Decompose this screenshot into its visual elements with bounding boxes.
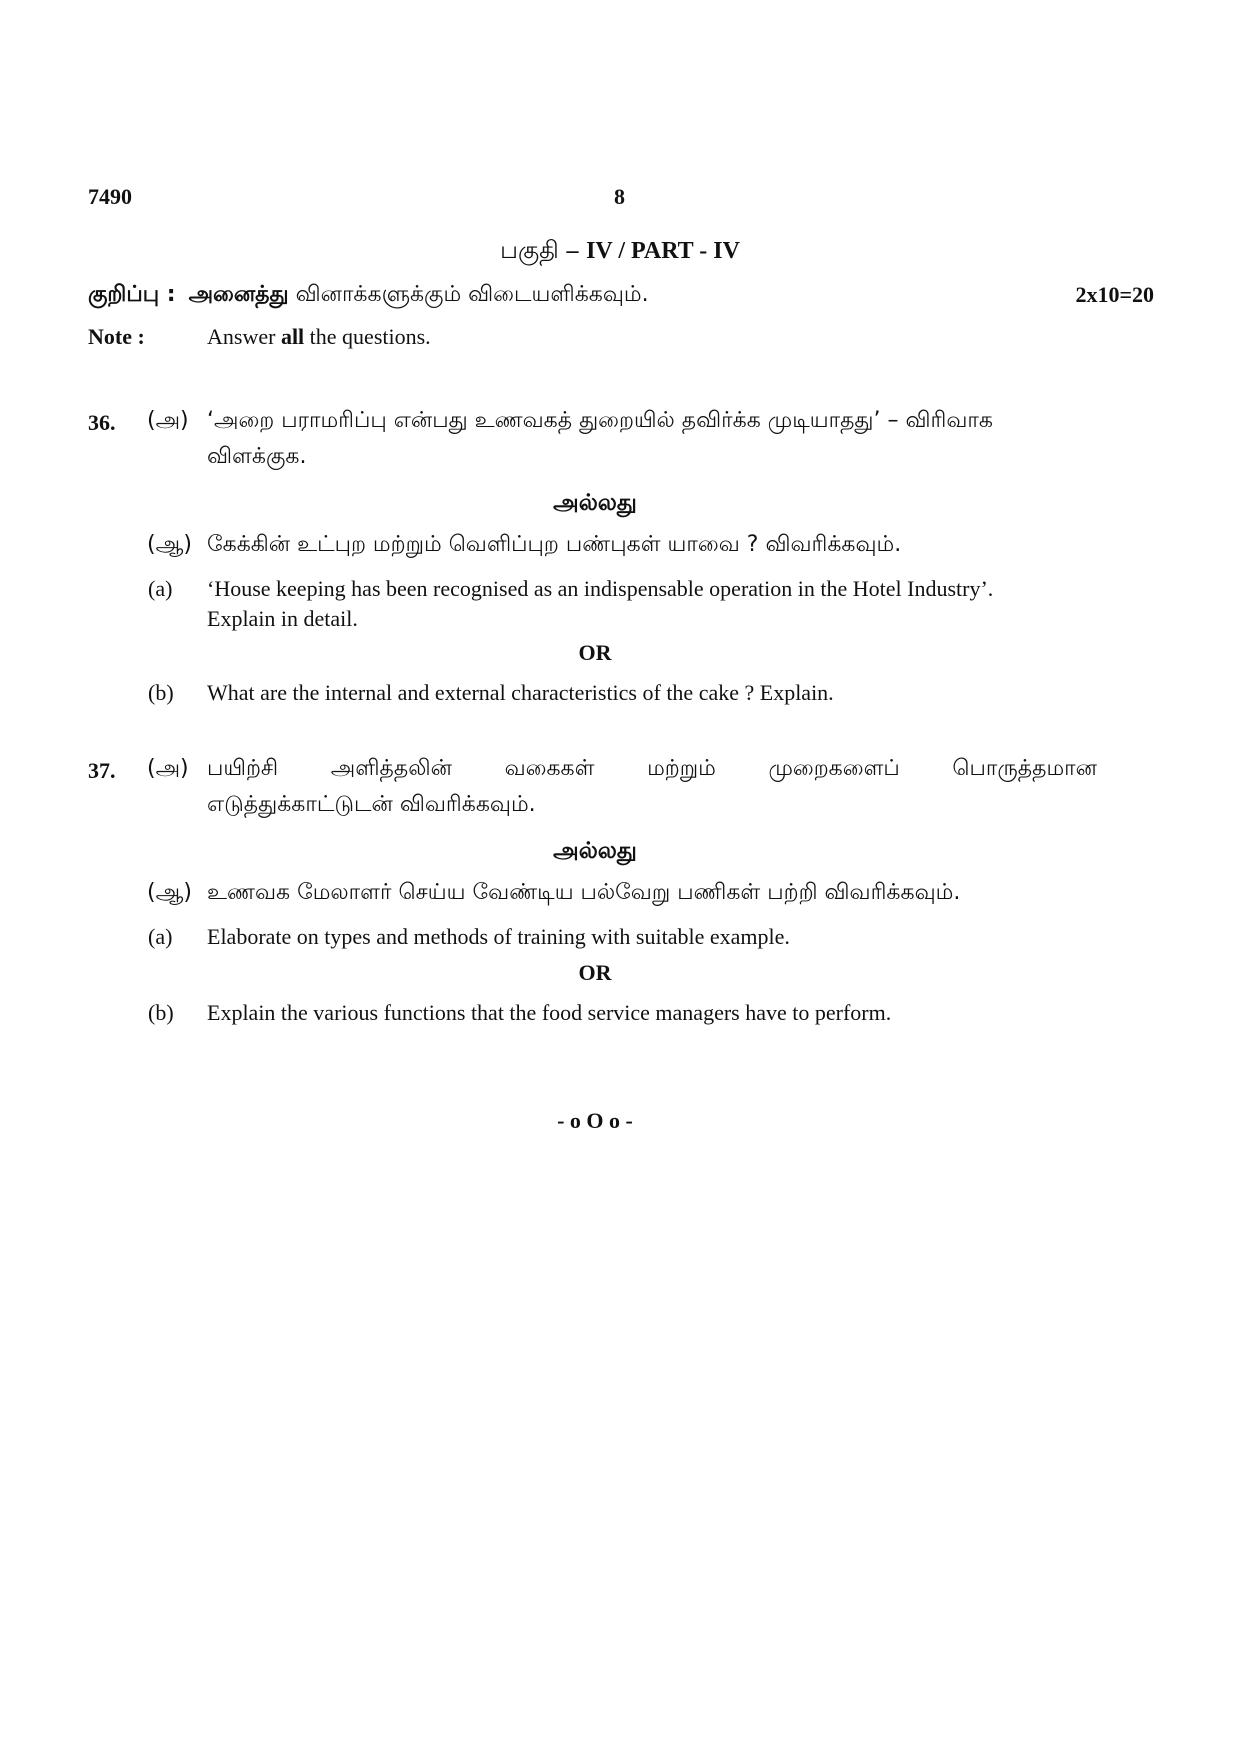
q36-english-b-line1: What are the internal and external characteristics of the cake ? Explain. — [207, 680, 834, 705]
q36-tamil-a-line2: விளக்குக. — [207, 444, 307, 469]
note-english — [207, 324, 431, 350]
q37-english-a-line1: Elaborate on types and methods of training with suitable example. — [207, 924, 790, 949]
question-number-37: 37. — [88, 758, 116, 783]
part-title — [0, 236, 1240, 267]
q36-tamil-a-label: (அ) — [147, 408, 189, 433]
q36-english-b-label: (b) — [148, 680, 174, 705]
note-tamil-label: குறிப்பு : — [88, 282, 176, 307]
note-english-bold: all — [280, 324, 305, 349]
question-number-36: 36. — [88, 410, 116, 435]
q37-or-tamil: அல்லது — [553, 838, 637, 864]
q37-tamil-a-line1: பயிற்சி அளித்தலின் வகைகள் மற்றும் முறைகளைப் பொருத்தமான — [207, 756, 1097, 781]
q36-tamil-a-line1: ‘அறை பராமரிப்பு என்பது உணவகத் துறையில் தவிர்க்க முடியாதது’ – விரிவாக — [207, 408, 993, 433]
marks-allocation: 2x10=20 — [1075, 282, 1154, 307]
q36-or-tamil: அல்லது — [553, 490, 637, 516]
q37-tamil-a-label: (அ) — [147, 756, 189, 781]
q37-tamil-b-line1: உணவக மேலாளர் செய்ய வேண்டிய பல்வேறு பணிகள் பற்றி விவரிக்கவும். — [207, 880, 961, 905]
q37-or-english: OR — [578, 960, 612, 985]
q37-tamil-a-line2: எடுத்துக்காட்டுடன் விவரிக்கவும். — [207, 792, 536, 817]
q37-english-b-line1: Explain the various functions that the food service managers have to perform. — [207, 1000, 892, 1025]
part-title-tamil: பகுதி — [500, 236, 559, 264]
note-english-post: the questions. — [309, 324, 431, 349]
q36-tamil-b-label: (ஆ) — [147, 532, 192, 557]
q36-english-a-line2: Explain in detail. — [207, 606, 358, 631]
note-tamil-bold: அனைத்து — [188, 282, 289, 307]
q36-english-a-label: (a) — [148, 576, 173, 601]
q37-english-b-label: (b) — [148, 1000, 174, 1025]
q37-tamil-b-label: (ஆ) — [147, 880, 192, 905]
page-number: 8 — [614, 184, 625, 209]
note-tamil-rest: வினாக்களுக்கும் விடையளிக்கவும். — [295, 282, 649, 307]
note-english-pre: Answer — [207, 324, 276, 349]
note-english-label: Note : — [88, 324, 145, 349]
part-title-english: IV / PART - IV — [586, 238, 740, 264]
part-title-dash: – — [566, 238, 579, 264]
q36-tamil-b-line1: கேக்கின் உட்புற மற்றும் வெளிப்புற பண்புகள் யாவை ? விவரிக்கவும். — [207, 532, 902, 557]
end-of-paper-mark: - o O o - — [557, 1108, 633, 1133]
q36-english-a-line1: ‘House keeping has been recognised as an indispensable operation in the Hotel Industry’. — [207, 576, 994, 601]
q37-english-a-label: (a) — [148, 924, 173, 949]
paper-code: 7490 — [88, 184, 132, 209]
note-tamil — [88, 282, 649, 310]
q36-or-english: OR — [578, 640, 612, 665]
